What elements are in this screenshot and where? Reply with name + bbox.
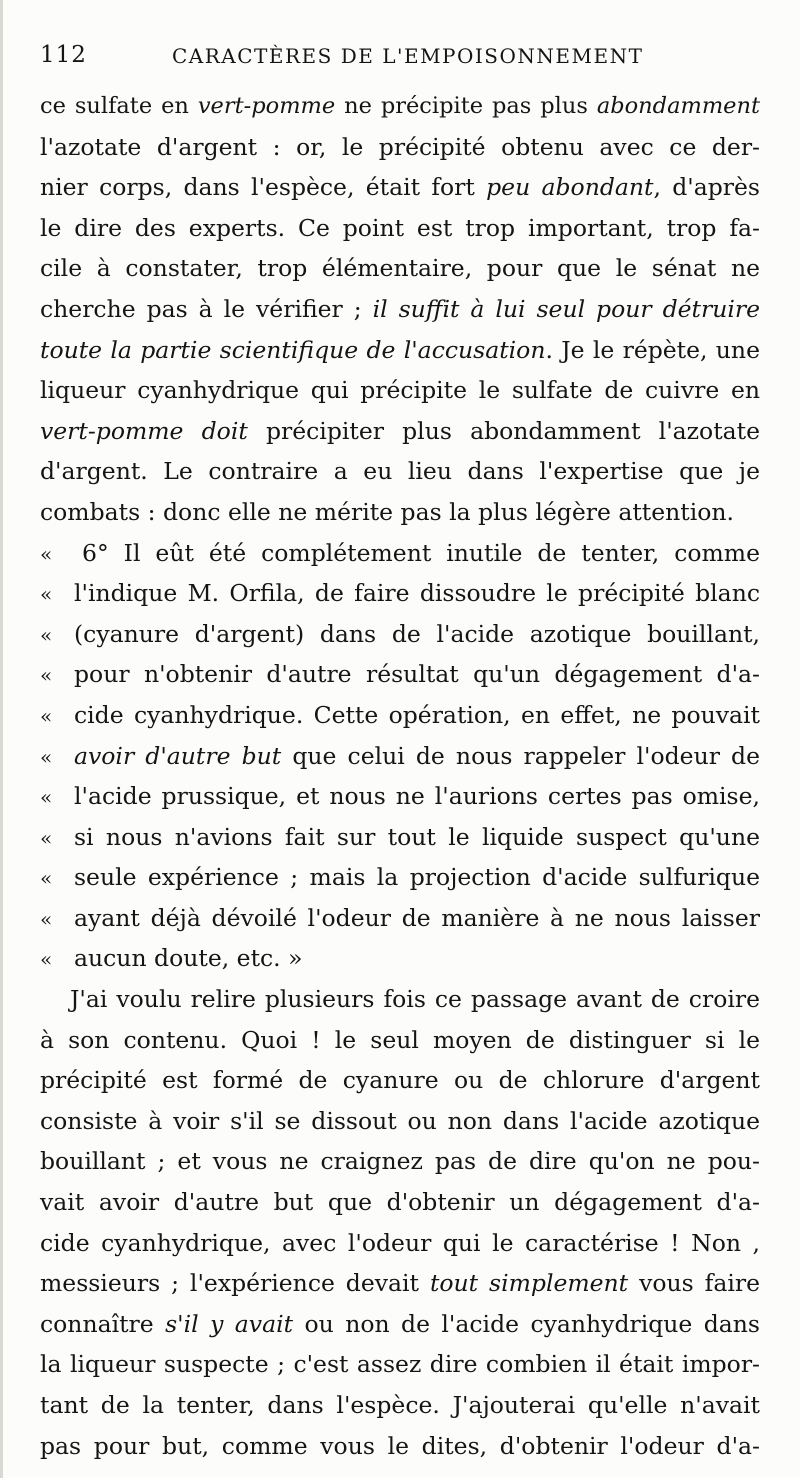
text-line: [40, 330, 760, 371]
text-segment: cide cyanhydrique, avec l'odeur qui le caractérise ! Non ,: [40, 1228, 760, 1257]
text-line: [40, 411, 760, 452]
text-segment: d'argent. Le contraire a eu lieu dans l'expertise que je: [40, 457, 760, 486]
text-segment: l'acide prussique, et nous ne l'aurions certes pas omise,: [74, 782, 760, 811]
text-line: [40, 370, 760, 411]
quoted-text: [74, 857, 760, 898]
italic-text: avoir d'autre but: [74, 741, 282, 770]
quotation-mark: «: [40, 663, 53, 688]
text-segment: connaître: [40, 1309, 166, 1338]
text-segment: . Je le répète, une: [545, 335, 760, 364]
text-segment: J'ai voulu relire plusieurs fois ce passage avant de croire: [70, 985, 760, 1014]
quoted-text: [74, 573, 760, 614]
quotation-mark: «: [40, 622, 53, 647]
page-header: [40, 40, 760, 76]
text-line: [40, 654, 760, 695]
page-edge: [0, 0, 3, 1478]
text-segment: ce sulfate en: [40, 93, 198, 119]
quoted-text: [74, 938, 760, 979]
text-line: [40, 289, 760, 330]
text-segment: messieurs ; l'expérience devait: [40, 1269, 430, 1298]
quotation-mark: «: [40, 582, 53, 607]
text-line: [40, 938, 760, 979]
text-segment: à son contenu. Quoi ! le seul moyen de distinguer si le: [40, 1025, 760, 1054]
body-text: [40, 86, 760, 1466]
quotation-mark: «: [40, 866, 53, 891]
text-line: [40, 451, 760, 492]
text-segment: pour n'obtenir d'autre résultat qu'un dégagement d'a-: [74, 660, 760, 689]
text-line: [40, 1141, 760, 1182]
text-line: [40, 1223, 760, 1264]
text-segment: vous faire: [628, 1269, 760, 1298]
text-segment: , d'après: [653, 173, 760, 202]
italic-text: abondamment: [596, 93, 761, 119]
text-segment: le dire des experts. Ce point est trop important, trop fa-: [40, 213, 760, 242]
running-title: CARACTÈRES DE L'EMPOISONNEMENT: [172, 44, 644, 68]
text-line: [40, 736, 760, 777]
quotation-mark: «: [40, 906, 53, 931]
page-number: 112: [40, 42, 87, 68]
text-line: [40, 1182, 760, 1223]
text-segment: cherche pas à le vérifier ;: [40, 294, 373, 323]
quoted-text: [74, 898, 760, 939]
text-line: [40, 614, 760, 655]
quoted-text: [74, 614, 760, 655]
text-line: [40, 573, 760, 614]
text-segment: combats : donc elle ne mérite pas la plus légère attention.: [40, 497, 734, 526]
text-segment: nier corps, dans l'espèce, était fort: [40, 173, 487, 202]
text-line: [40, 898, 760, 939]
text-line: [40, 248, 760, 289]
text-line: [40, 817, 760, 858]
quoted-text: [74, 654, 760, 695]
text-line: [40, 127, 760, 168]
text-segment: consiste à voir s'il se dissout ou non dans l'acide azotique: [40, 1106, 760, 1135]
text-segment: si nous n'avions fait sur tout le liquide suspect qu'une: [74, 822, 760, 851]
text-line: [40, 208, 760, 249]
quoted-text: [74, 817, 760, 858]
quoted-text: [74, 695, 760, 736]
italic-text: s'il y avait: [165, 1309, 294, 1338]
quoted-text: [74, 776, 760, 817]
text-segment: 6° Il eût été complétement inutile de tenter, comme: [82, 538, 760, 567]
text-segment: cile à constater, trop élémentaire, pour que le sénat ne: [40, 254, 760, 283]
text-line: [40, 776, 760, 817]
text-line: [40, 979, 760, 1020]
italic-text: peu abondant: [486, 173, 654, 202]
quotation-mark: «: [40, 947, 53, 972]
italic-text: toute la partie scientifique de l'accusation: [40, 335, 546, 364]
text-segment: l'indique M. Orfila, de faire dissoudre le précipité blanc: [74, 579, 760, 608]
text-segment: que celui de nous rappeler l'odeur de: [281, 741, 761, 770]
text-segment: aucun doute, etc. »: [74, 944, 303, 973]
quotation-mark: «: [40, 744, 53, 769]
text-line: [40, 533, 760, 574]
text-segment: précipiter plus abondamment l'azotate: [247, 416, 761, 445]
text-segment: l'azotate d'argent : or, le précipité obtenu avec ce der-: [40, 132, 760, 161]
text-line: [40, 1060, 760, 1101]
text-segment: tant de la tenter, dans l'espèce. J'ajouterai qu'elle n'avait: [40, 1391, 760, 1419]
text-segment: précipité est formé de cyanure ou de chlorure d'argent: [40, 1066, 760, 1095]
quotation-mark: «: [40, 825, 53, 850]
text-line: [40, 1020, 760, 1061]
italic-text: vert-pomme: [197, 93, 336, 119]
quotation-mark: «: [40, 785, 53, 810]
text-line: [40, 1385, 760, 1426]
text-segment: liqueur cyanhydrique qui précipite le sulfate de cuivre en: [40, 376, 760, 405]
text-line: [40, 1426, 760, 1467]
text-segment: la liqueur suspecte ; c'est assez dire combien il était impor-: [40, 1350, 760, 1379]
text-segment: ayant déjà dévoilé l'odeur de manière à ne nous laisser: [74, 903, 760, 932]
text-line: [40, 1304, 760, 1345]
text-line: [40, 86, 760, 127]
text-segment: bouillant ; et vous ne craignez pas de dire qu'on ne pou-: [40, 1147, 760, 1176]
quotation-mark: «: [40, 703, 53, 728]
text-segment: ou non de l'acide cyanhydrique dans: [293, 1309, 760, 1338]
text-line: [40, 1101, 760, 1142]
text-line: [40, 1344, 760, 1385]
text-segment: seule expérience ; mais la projection d'acide sulfurique: [74, 863, 760, 892]
text-segment: cide cyanhydrique. Cette opération, en effet, ne pouvait: [74, 700, 760, 729]
text-segment: (cyanure d'argent) dans de l'acide azotique bouillant,: [74, 619, 760, 648]
text-line: [40, 492, 760, 533]
italic-text: vert-pomme doit: [40, 416, 248, 445]
text-line: [40, 695, 760, 736]
text-line: [40, 167, 760, 208]
quotation-mark: «: [40, 541, 53, 566]
text-segment: pas pour but, comme vous le dites, d'obtenir l'odeur d'a-: [40, 1431, 760, 1460]
text-segment: vait avoir d'autre but que d'obtenir un dégagement d'a-: [40, 1188, 760, 1217]
italic-text: il suffit à lui seul pour détruire: [372, 294, 760, 323]
italic-text: tout simplement: [429, 1269, 629, 1298]
quoted-text: [74, 533, 760, 574]
quoted-text: [74, 736, 760, 777]
text-segment: ne précipite pas plus: [335, 93, 597, 119]
text-line: [40, 1263, 760, 1304]
text-line: [40, 857, 760, 898]
